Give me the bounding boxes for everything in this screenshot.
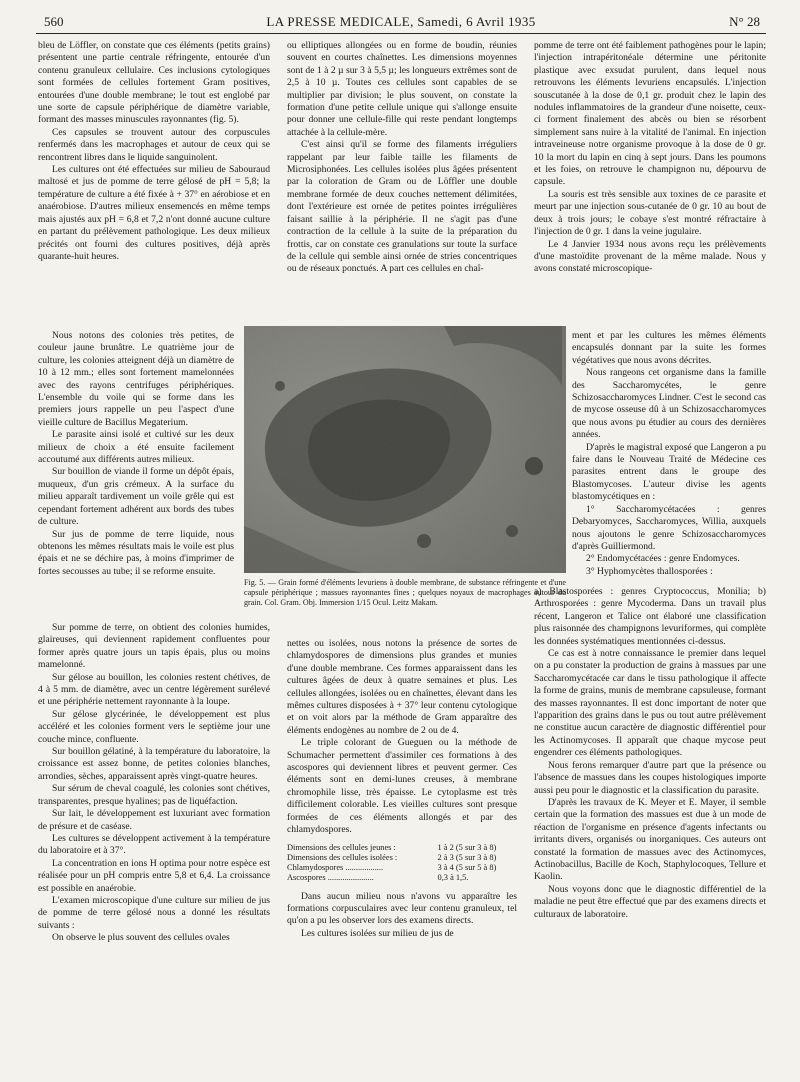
paragraph: Le parasite ainsi isolé et cultivé sur les deux milieux de choix a été ensuite facilement accoutumé aux différents autres milieux. <box>38 429 234 466</box>
paragraph: ment et par les cultures les mêmes éléments encapsulés donnant par la suite les formes végétatives que nous avons décrites. <box>572 330 766 366</box>
dimension-value: 0,3 à 1,5. <box>437 872 469 882</box>
column-1-middle <box>38 330 234 578</box>
header-rule <box>36 33 766 34</box>
paragraph: Sur jus de pomme de terre liquide, nous obtenons les mêmes résultats mais le voile est plus épais et ne se déchire pas, à moins d'imprimer de fortes secousses au tube; il se reforme ensuite. <box>38 528 234 577</box>
paragraph: Nous ferons remarquer d'autre part que la présence ou l'absence de massues dans les coupes histologiques importe aussi peu pour le diagnostic et la classification du parasite. <box>534 759 766 796</box>
paragraph: L'examen microscopique d'une culture sur milieu de jus de pomme de terre gélosé nous a donné les résultats suivants : <box>38 894 270 931</box>
paragraph: nettes ou isolées, nous notons la présence de sortes de chlamydospores de dimensions plus grandes et munies d'une double membrane. Ces formes apparaissent dans les cultures âgées de deux à quatre semaines et plus. Les cellules allongées, isolées ou en chaînettes, élevant dans les mêmes cultures disposées à + 37° leur contenu cytologique et on voit alors par la méthode de Gram apparaître des éléments endogènes au nombre de 2 ou de 4. <box>287 638 517 736</box>
paragraph: D'après le magistral exposé que Langeron a pu faire dans le Nouveau Traité de Médecine ces parasites entrent dans le groupe des Blastomycoses. L'auteur divise les agents blastomycétiques en : <box>572 441 766 503</box>
paragraph: Sur lait, le développement est luxuriant avec formation de présure et de caséase. <box>38 808 270 832</box>
paragraph: Nous rangeons cet organisme dans la famille des Saccharomycétes, le genre Schizosaccharomyces Lindner. C'est le second cas de mycose osseuse dû à un Schizosaccharomyces que nous avons pu étudier au cours des dernières années. <box>572 367 766 441</box>
table-row <box>287 843 517 853</box>
column-2-bottom <box>287 638 517 940</box>
paragraph: Nous voyons donc que le diagnostic différentiel de la maladie ne peut être effectué que par des examens directs et culturaux de laboratoire. <box>534 883 766 920</box>
paragraph: La souris est très sensible aux toxines de ce parasite et meurt par une injection sous-cutanée de 0 gr. 10 au bout de deux à trois jours; le cobaye s'est montré réfractaire à l'injection de 0 gr. 1 dans la veine jugulaire. <box>534 188 766 238</box>
paragraph: C'est ainsi qu'il se forme des filaments irréguliers rappelant par leur faible taille les filaments de Microsiphonées. Les cellules isolées plus âgées présentent par la coloration de Gram ou de Löffler une double membrane formée de deux couches nettement délimitées, dont l'extérieure est ornée de petites pointes irrégulières faisant saillie à la périphérie. Il ne s'agit pas d'une contraction de la cellule à la suite de la préparation du frottis, car on constate ces granulations sur toute la surface de la cellule qui semble ainsi ornée de stries concentriques ou de réseaux ponctués. A part ces cellules en chaî- <box>287 139 517 275</box>
micrograph-image <box>244 326 566 573</box>
figure-caption: Fig. 5. — Grain formé d'éléments levuriens à double membrane, de substance réfringente et d'une capsule périphérique ; massues rayonnantes fines ; quelques noyaux de macrophages autour du grain. Col. Gram. Obj. Immersion 1/15 Ocul. Leitz Makam. <box>244 578 566 607</box>
paragraph: Les cultures ont été effectuées sur milieu de Sabouraud maltosé et jus de pomme de terre gélosé de pH = 5,8; la température de culture a été fixée à + 37° en aérobiose et en anaérobiose. D'autres milieux ensemencés en même temps mais ajustés aux pH = 6,8 et 7,2 n'ont donné aucune culture en partant du prélèvement pathologique. Les deux milieux précités ont fourni des cultures positives, déjà après quarante-huit heures. <box>38 164 270 262</box>
dimension-value: 2 à 3 (5 sur 3 à 8) <box>437 852 497 862</box>
paragraph: D'après les travaux de K. Meyer et E. Mayer, il semble certain que la formation des massues est due à un mode de réaction de l'organisme en présence d'agents infectants ou irritants divers, organisés ou inorganiques. Ces auteurs ont constaté la formation de massues avec des Actinomyces, Actinobacillus, Bacille de Koch, Staphylocoques, Tellure et Kaolin. <box>534 796 766 883</box>
dimension-value: 1 à 2 (5 sur 3 à 8) <box>437 842 497 852</box>
table-row <box>287 863 517 873</box>
paragraph: Sur gélose au bouillon, les colonies restent chétives, de 4 à 5 mm. de diamètre, avec un centre légèrement surélevé et une périphérie nettement rayonnante à la loupe. <box>38 671 270 708</box>
column-1-top <box>38 40 270 263</box>
paragraph: 1° Saccharomycétacées : genres Debaryomyces, Saccharomyces, Willia, auxquels nous ajoutons le genre Schizosaccharomyces d'après Guilliermond. <box>572 503 766 552</box>
column-2-top <box>287 40 517 276</box>
paragraph: 2° Endomycétacées : genre Endomyces. <box>586 553 740 565</box>
column-3-top <box>534 40 766 276</box>
paragraph: Sur gélose glycérinée, le développement est plus accéléré et les colonies forment vers le septième jour une couche mince, confluente. <box>38 708 270 745</box>
micrograph-figure <box>244 326 566 573</box>
paragraph: Sur pomme de terre, on obtient des colonies humides, glaireuses, qui deviennent rapidement confluentes pour former après quatre jours un tapis épais, plus ou moins mamelonné. <box>38 622 270 671</box>
dimension-label: Dimensions des cellules jeunes : <box>287 842 396 852</box>
paragraph: Le triple colorant de Gueguen ou la méthode de Schumacher permettent d'assimiler ces formations à des ascospores qui deviennent libres et peuvent germer. Ces éléments sont en demi-lunes creuses, à membrane chromophile lisse, très épaisse. Le cytoplasme est très difficilement colorable. Les vieilles cultures sont presque formées de ces éléments allongés et par des chlamydospores. <box>287 737 517 836</box>
paragraph: On observe le plus souvent des cellules ovales <box>52 932 230 944</box>
column-1-bottom <box>38 622 270 945</box>
table-row <box>287 873 517 883</box>
column-3-bottom <box>534 586 766 921</box>
paragraph: Ces capsules se trouvent autour des corpuscules renfermés dans les macrophages et autour de ceux qui se rencontrent libres dans le liquide sanguinolent. <box>38 126 270 163</box>
issue-number: N° 28 <box>729 14 760 29</box>
paragraph: Sur sérum de cheval coagulé, les colonies sont chétives, transparentes, presque hyalines; pas de liquéfaction. <box>38 783 270 807</box>
paragraph: 3° Hyphomycètes thallosporées : <box>586 565 713 577</box>
dimension-value: 3 à 4 (5 sur 5 à 8) <box>437 862 497 872</box>
paragraph: Ce cas est à notre connaissance le premier dans lequel on a pu constater la production de grains à massues par une Saccharomycétacée car dans le tissu pathologique il affecte la forme de grains, munis de membrane capsuleuse, formant des masses rayonnantes. Il est donc important de noter que l'apparition des grains dans le pus ou tout autre prélèvement ne constitue aucun caractère de diagnostic différentiel pour les Actinomycoses. Il apparaît que chaque mycose peut engendrer ces éléments pathologiques. <box>534 648 766 759</box>
paragraph: pomme de terre ont été faiblement pathogènes pour le lapin; l'injection intrapéritonéale détermine une péritonite plastique avec exsudat purulent, dans lequel nous retrouvons les éléments levuriens encapsulés. L'injection souscutanée à la dose de 0,1 gr. produit chez le lapin des nodules inflammatoires de la grandeur d'une noisette, ceux-ci forment finalement des abcès ou bien se résorbent simplement sans nuire à la vitalité de l'animal. En injection intraveineuse notre organisme provoque à la dose de 0 gr. 10 la mort du lapin en cinq à sept jours. Dans les poumons et les foies, on retrouve le champignon nu, dépourvu de capsule. <box>534 40 766 188</box>
paragraph: Dans aucun milieu nous n'avons vu apparaître les formations corpusculaires avec leur contenu granuleux, tel qu'on a pu les observer lors des examens directs. <box>287 890 517 927</box>
dimension-label: Ascospores ...................... <box>287 872 374 882</box>
paragraph: Les cultures se développent activement à la température du laboratoire et à 37°. <box>38 832 270 857</box>
page-header <box>36 14 766 32</box>
dimension-label: Dimensions des cellules isolées : <box>287 852 398 862</box>
paragraph: Le 4 Janvier 1934 nous avons reçu les prélèvements d'une mastoïdite provenant de la même malade. Nous y avons constaté microscopique- <box>534 238 766 275</box>
paragraph: Sur bouillon gélatiné, à la température du laboratoire, la croissance est assez bonne, de petites colonies blanches, arrondies, sèches, apparaissent après vingt-quatre heures. <box>38 746 270 782</box>
paragraph: Les cultures isolées sur milieu de jus de <box>301 927 454 939</box>
paragraph: Sur bouillon de viande il forme un dépôt épais, muqueux, d'un gris crémeux. A la surface du milieu apparaît tardivement un voile grêle qui est cependant fortement adhérent aux bords des tubes de culture. <box>38 466 234 528</box>
page-number: 560 <box>44 14 64 29</box>
dimension-label: Chlamydospores .................. <box>287 862 384 872</box>
table-row <box>287 853 517 863</box>
column-3-middle <box>572 330 766 578</box>
dimensions-table <box>287 843 517 883</box>
journal-title: LA PRESSE MEDICALE, Samedi, 6 Avril 1935 <box>266 14 536 29</box>
paragraph: Nous notons des colonies très petites, de couleur jaune brunâtre. Le quatrième jour de culture, les colonies atteignent déjà un diamètre de 10 à 12 mm.; elles sont fortement mamelonnées avec des rayons centrifuges périphériques. L'ensemble du voile qui se forme dans les premiers jours rappelle un peu l'aspect d'une vieille culture de Bacillus Megaterium. <box>38 330 234 428</box>
paragraph: La concentration en ions H optima pour notre espèce est réalisée pour un pH compris entre 5,8 et 6,4. La croissance est possible en anaérobie. <box>38 857 270 894</box>
paragraph: a) Blastosporées : genres Cryptococcus, Monilia; b) Arthrosporées : genre Mycoderma. Dans un travail plus récent, Langeron et Talice ont élaboré une classification plus raisonnée des champignons levuriformes, qui complète les données systématiques mentionnées ci-dessus. <box>534 586 766 647</box>
paragraph: ou elliptiques allongées ou en forme de boudin, réunies souvent en courtes chaînettes. Les dimensions moyennes sont de 1 à 2 µ sur 3 à 5,5 µ; les longueurs extrêmes sont de 2,5 à 10 µ. Toutes ces cellules sont capables de se multiplier par division; le plus souvent, on constate la formation d'une petite cellule unique qui s'allonge ensuite pour donner une cellule-fille qui reste pendant longtemps attachée à la cellule-mère. <box>287 40 517 138</box>
paragraph: bleu de Löffler, on constate que ces éléments (petits grains) présentent une partie centrale réfringente, entourée d'un contenu granuleux cellulaire. Ces inclusions cytologiques sont formées de cellules fortement Gram positives, entourées d'une double membrane; le tout est englobé par une sorte de capsule périphérique de diamètre variable, formant des masses minuscules rayonnantes (fig. 5). <box>38 40 270 126</box>
